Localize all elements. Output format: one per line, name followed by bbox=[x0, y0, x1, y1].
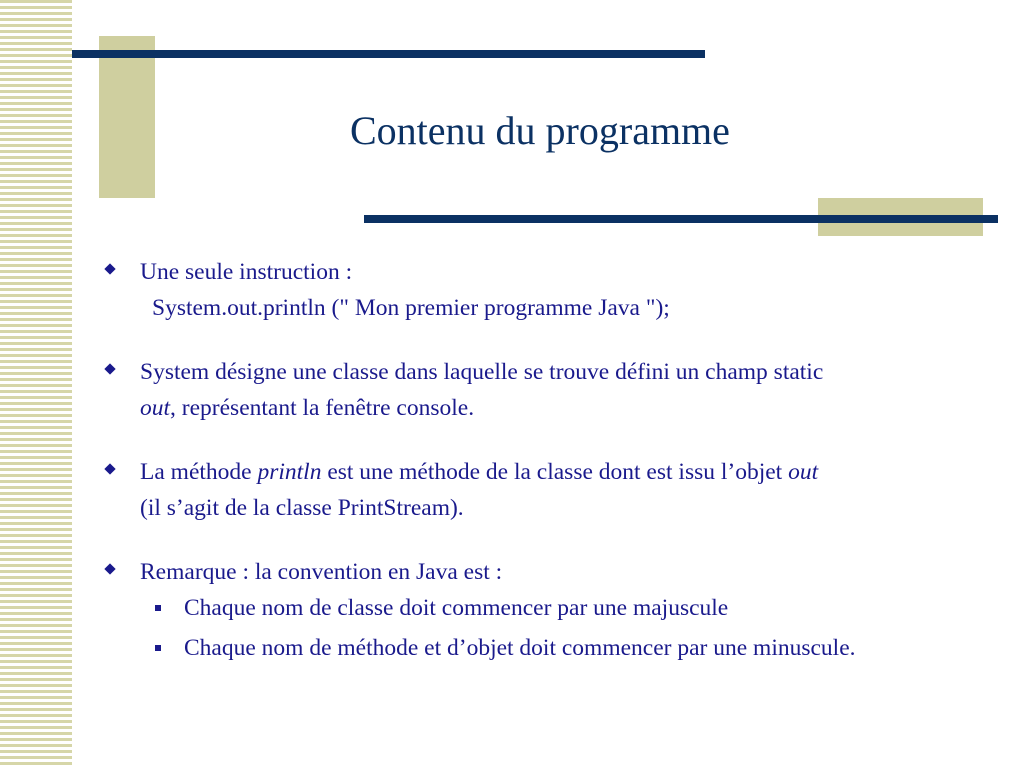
bullet-text: est une méthode de la classe dont est issu l’objet bbox=[321, 459, 789, 485]
bullet-text: Remarque : la convention en Java est : bbox=[140, 559, 503, 585]
left-stripe-decoration bbox=[0, 0, 72, 768]
square-bullet-icon bbox=[155, 645, 161, 651]
bullet-text: , représentant la fenêtre console. bbox=[170, 395, 475, 421]
bullet-italic-term: out bbox=[788, 459, 819, 485]
slide-content bbox=[100, 254, 980, 666]
bullet-italic-term: println bbox=[257, 459, 322, 485]
sub-bullet-text: Chaque nom de méthode et d’objet doit commencer par une minuscule. bbox=[184, 635, 856, 661]
diamond-bullet-icon bbox=[104, 363, 115, 374]
diamond-bullet-icon bbox=[104, 463, 115, 474]
sub-bullet-item bbox=[100, 630, 980, 666]
top-left-accent-block bbox=[99, 36, 155, 198]
square-bullet-icon bbox=[155, 605, 161, 611]
bullet-item bbox=[100, 254, 980, 290]
sub-bullet-text: Chaque nom de classe doit commencer par une majuscule bbox=[184, 595, 729, 621]
bullet-text: System désigne une classe dans laquelle se trouve défini un champ static bbox=[140, 359, 824, 385]
bullet-text: Une seule instruction : bbox=[140, 259, 353, 285]
bullet-italic-term: out bbox=[140, 395, 171, 421]
slide-title: Contenu du programme bbox=[350, 108, 730, 153]
bullet-item bbox=[100, 354, 980, 426]
bullet-item bbox=[100, 554, 980, 590]
top-accent-line bbox=[72, 50, 705, 58]
bullet-text: (il s’agit de la classe PrintStream). bbox=[140, 495, 464, 521]
bottom-accent-line bbox=[364, 215, 998, 223]
sub-bullet-item bbox=[100, 590, 980, 626]
bullet-text: La méthode bbox=[140, 459, 258, 485]
bullet-item bbox=[100, 454, 980, 526]
diamond-bullet-icon bbox=[104, 563, 115, 574]
diamond-bullet-icon bbox=[104, 263, 115, 274]
code-line: System.out.println (" Mon premier programme Java "); bbox=[152, 295, 670, 321]
